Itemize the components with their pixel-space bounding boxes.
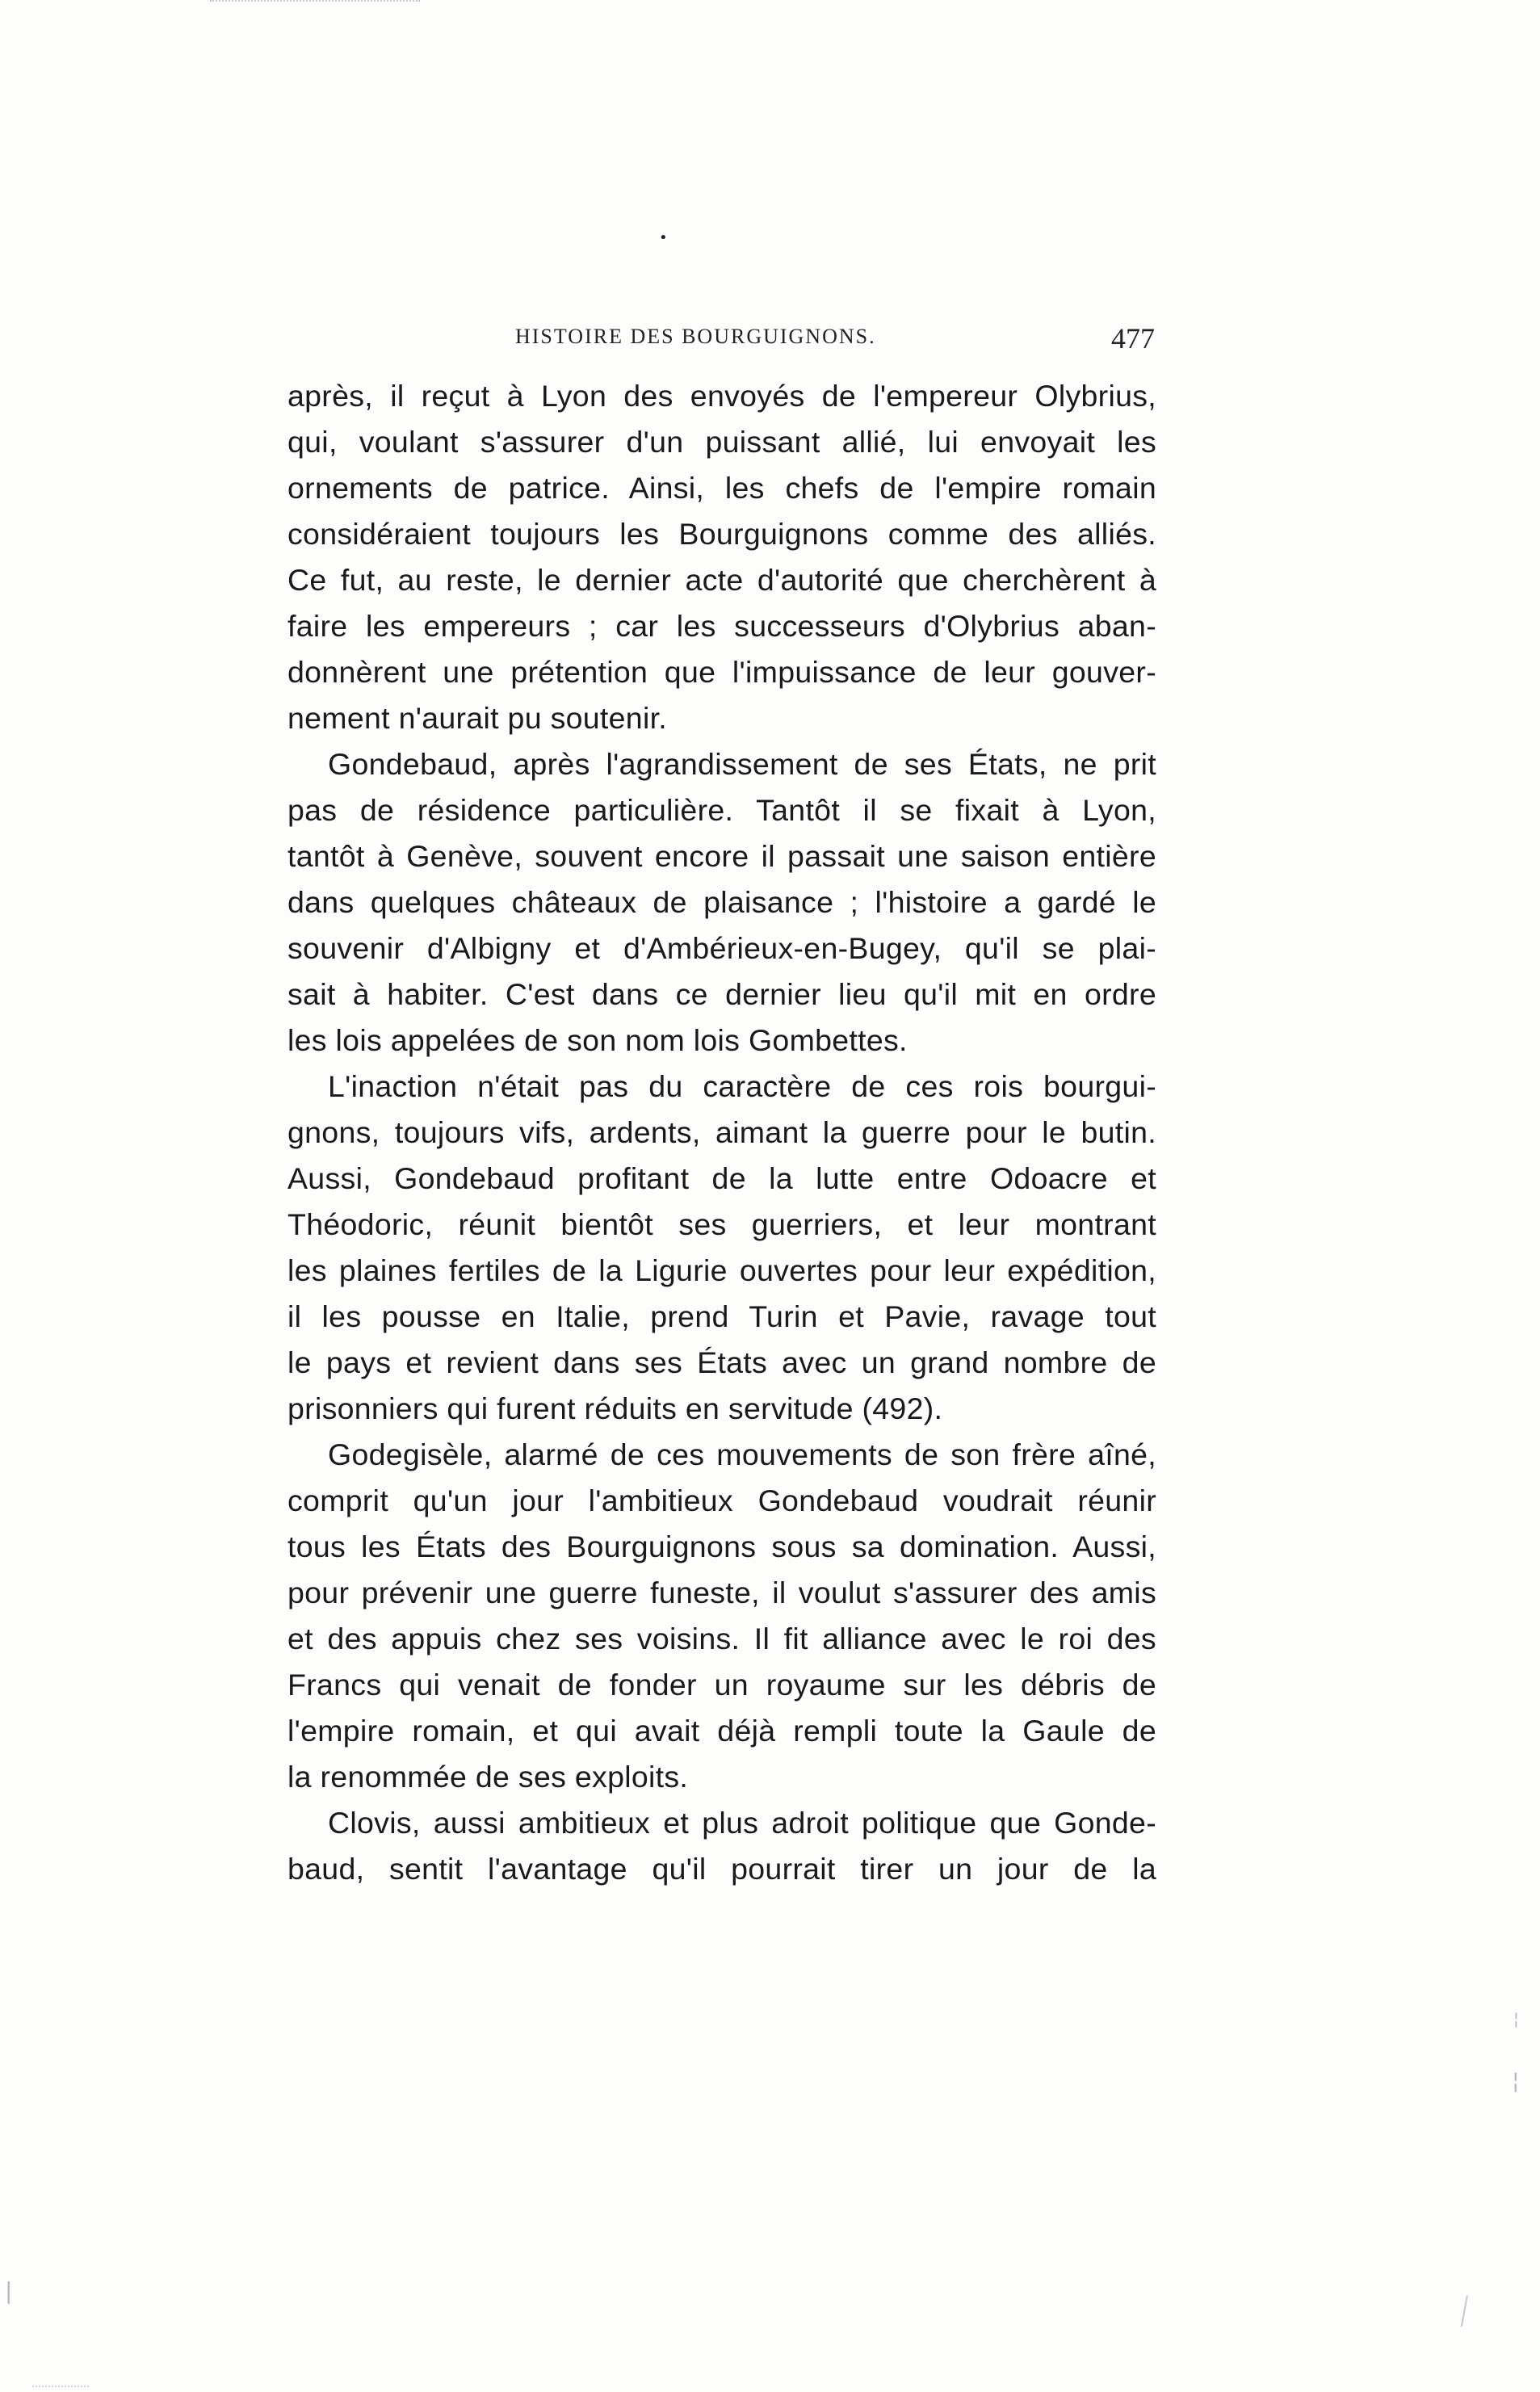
margin-speck: ¦ <box>1513 2009 1519 2029</box>
text-line: la renommée de ses exploits. <box>287 1760 689 1794</box>
text-line: faire les empereurs ; car les successeurs d'Olybrius aban- <box>287 609 1156 643</box>
text-line: Aussi, Gondebaud profitant de la lutte entre Odoacre et <box>287 1161 1156 1195</box>
text-line: sait à habiter. C'est dans ce dernier lieu qu'il mit en ordre <box>287 977 1156 1011</box>
page-curl-mark: ⟋ <box>1446 2290 1484 2334</box>
text-line: dans quelques châteaux de plaisance ; l'histoire a gardé le <box>287 885 1156 919</box>
text-line: Théodoric, réunit bientôt ses guerriers, et leur montrant <box>287 1207 1156 1241</box>
text-line: nement n'aurait pu soutenir. <box>287 701 668 735</box>
text-line: les plaines fertiles de la Ligurie ouvertes pour leur expédition, <box>287 1253 1156 1287</box>
text-line: Clovis, aussi ambitieux et plus adroit politique que Gonde- <box>328 1806 1156 1840</box>
text-line: après, il reçut à Lyon des envoyés de l'empereur Olybrius, <box>287 379 1156 413</box>
text-line: gnons, toujours vifs, ardents, aimant la guerre pour le butin. <box>287 1115 1156 1149</box>
text-line: le pays et revient dans ses États avec un grand nombre de <box>287 1345 1156 1379</box>
text-line: baud, sentit l'avantage qu'il pourrait tirer un jour de la <box>287 1852 1156 1886</box>
paragraph-4 <box>287 1432 1156 1800</box>
body-text <box>287 373 1156 1892</box>
text-line: qui, voulant s'assurer d'un puissant allié, lui envoyait les <box>287 425 1156 459</box>
paragraph-5 <box>287 1800 1156 1892</box>
text-line: Ce fut, au reste, le dernier acte d'autorité que cherchèrent à <box>287 563 1156 597</box>
text-line: souvenir d'Albigny et d'Ambérieux-en-Bugey, qu'il se plai- <box>287 931 1156 965</box>
page-number: 477 <box>1111 322 1155 355</box>
paragraph-2 <box>287 741 1156 1064</box>
text-line: Gondebaud, après l'agrandissement de ses États, ne prit <box>328 747 1156 781</box>
text-line: tous les États des Bourguignons sous sa domination. Aussi, <box>287 1530 1156 1563</box>
running-head <box>291 322 1155 357</box>
paragraph-3 <box>287 1064 1156 1432</box>
text-line: pour prévenir une guerre funeste, il voulut s'assurer des amis <box>287 1576 1156 1609</box>
text-line: L'inaction n'était pas du caractère de ces rois bourgui- <box>328 1069 1156 1103</box>
text-line: Francs qui venait de fonder un royaume sur les débris de <box>287 1668 1156 1702</box>
text-line: donnèrent une prétention que l'impuissance de leur gouver- <box>287 655 1156 689</box>
text-line: il les pousse en Italie, prend Turin et Pavie, ravage tout <box>287 1299 1156 1333</box>
text-line: l'empire romain, et qui avait déjà rempli toute la Gaule de <box>287 1714 1156 1748</box>
margin-speck: ¦ <box>1512 2067 1520 2094</box>
text-line: prisonniers qui furent réduits en servitude (492). <box>287 1391 943 1425</box>
text-line: Godegisèle, alarmé de ces mouvements de son frère aîné, <box>328 1437 1156 1471</box>
text-line: et des appuis chez ses voisins. Il fit alliance avec le roi des <box>287 1622 1156 1656</box>
running-title: HISTOIRE DES BOURGUIGNONS. <box>515 325 876 348</box>
top-edge-specks <box>210 0 420 5</box>
margin-speck: | <box>5 2277 13 2304</box>
text-line: les lois appelées de son nom lois Gombettes. <box>287 1023 908 1057</box>
text-line: tantôt à Genève, souvent encore il passait une saison entière <box>287 839 1156 873</box>
paragraph-1 <box>287 373 1156 741</box>
star-mark-icon: • <box>659 229 668 246</box>
text-line: comprit qu'un jour l'ambitieux Gondebaud voudrait réunir <box>287 1483 1156 1517</box>
text-line: ornements de patrice. Ainsi, les chefs de l'empire romain <box>287 471 1156 505</box>
text-line: pas de résidence particulière. Tantôt il se fixait à Lyon, <box>287 793 1156 827</box>
text-line: considéraient toujours les Bourguignons comme des alliés. <box>287 517 1156 551</box>
bottom-edge-specks <box>32 2386 89 2387</box>
